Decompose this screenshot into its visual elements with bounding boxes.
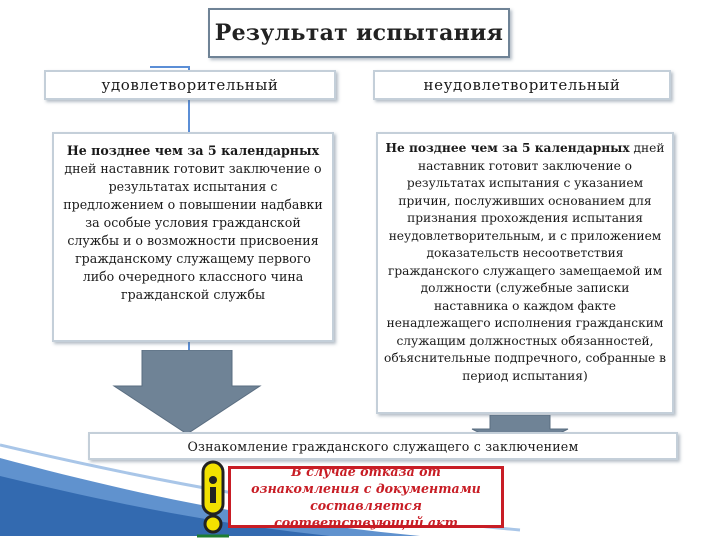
- exclamation-warning-icon: [193, 460, 233, 538]
- acquaintance-box: [88, 432, 678, 460]
- satisfactory-text: дней наставник готовит заключение о результатах испытания с предложением о повышении надбавки за особые условия гражданской службы и о возможности присвоения гражданскому служащему первого либо очередного классного чина гражданской службы: [63, 161, 323, 302]
- title-box: [208, 8, 510, 58]
- satisfactory-description: [52, 132, 334, 342]
- deadline-text: Не позднее чем за 5 календарных: [385, 141, 630, 155]
- deadline-text: Не позднее чем за 5 календарных: [66, 143, 320, 158]
- connector-line: [150, 66, 190, 68]
- unsatisfactory-text: дней наставник готовит заключение о результатах испытания с указанием причин, послуживших основанием для признания прохождения испытания неудовлетворительным, и с приложением доказательств несоответствия гражданского служащего замещаемой им должности (служебные записки наставника о каждом факте ненадлежащего исполнения гражданским служащим должностных обязанностей, объяснительные подпречного, собранные в период испытания): [384, 141, 666, 383]
- acquaintance-text: Ознакомление гражданского служащего с заключением: [187, 438, 579, 454]
- header-satisfactory: удовлетворительный: [44, 70, 336, 100]
- refusal-warning-text: В случае отказа от ознакомления с документами составляется соответствующий акт: [251, 464, 481, 530]
- refusal-warning-box: [228, 466, 504, 528]
- down-arrow-left: [112, 350, 262, 435]
- header-unsatisfactory: неудовлетворительный: [373, 70, 671, 100]
- diagram-title: Результат испытания: [214, 20, 504, 46]
- unsatisfactory-description: [376, 132, 674, 414]
